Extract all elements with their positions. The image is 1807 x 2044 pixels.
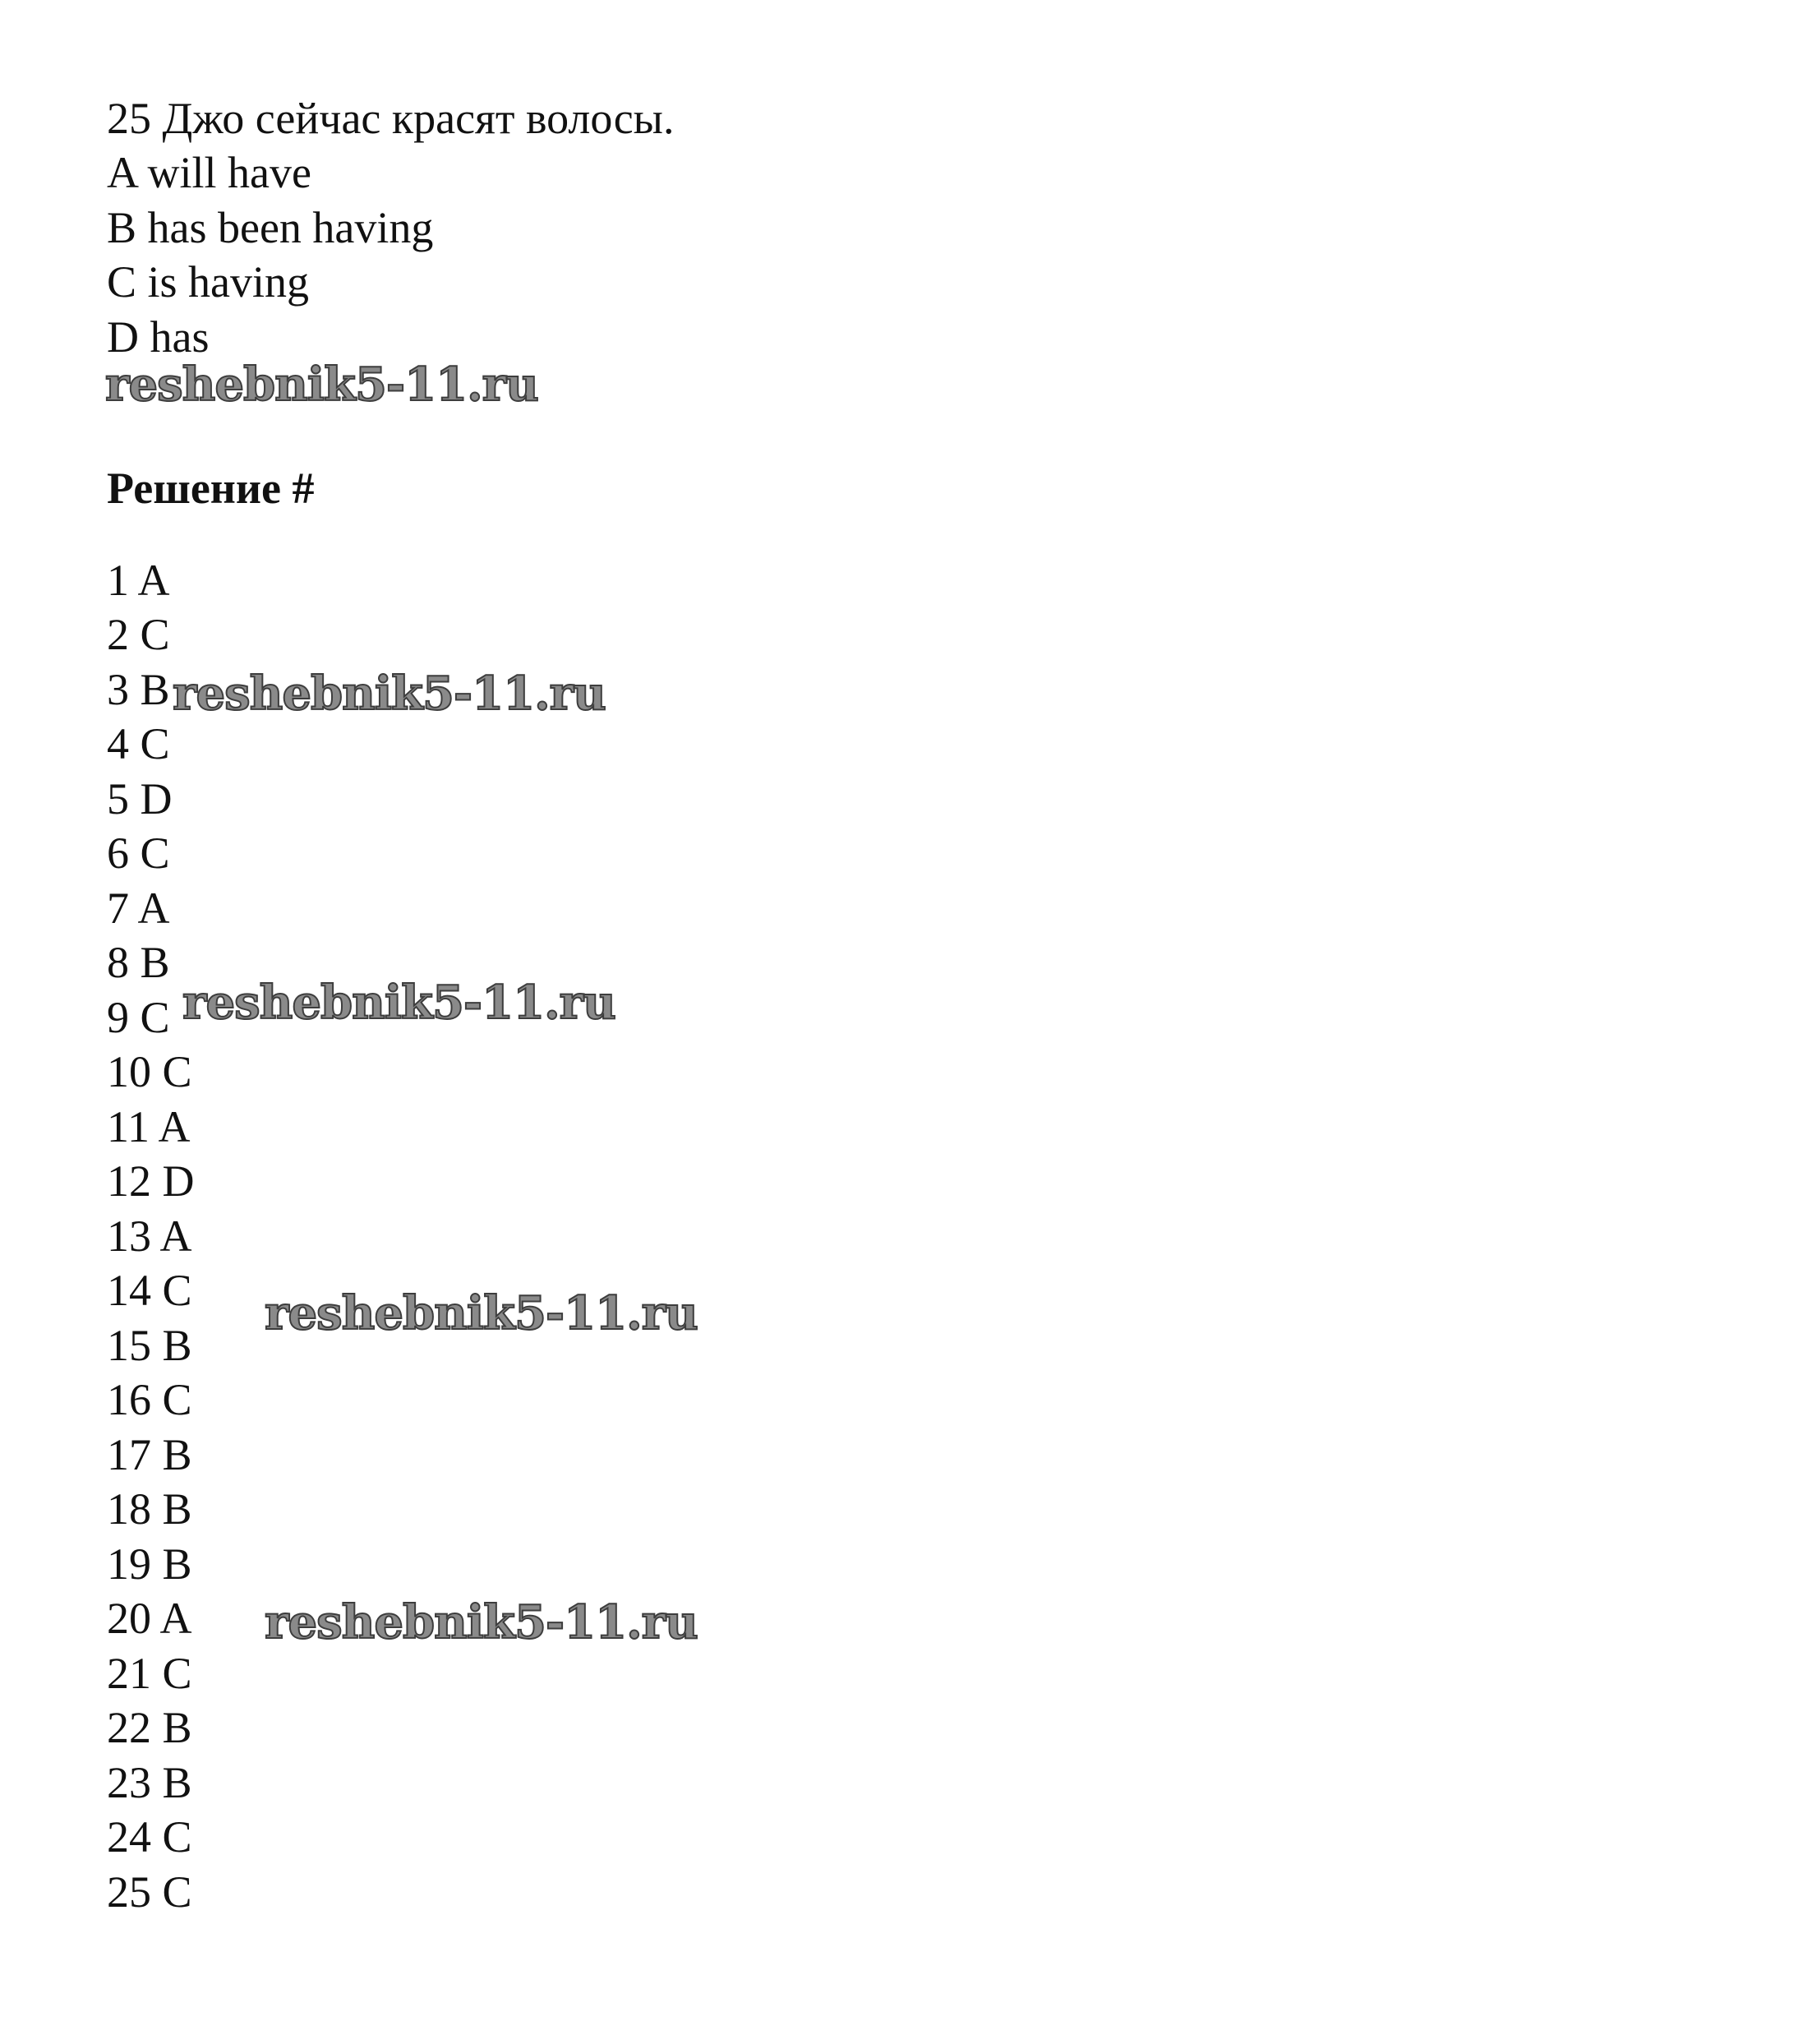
answer-item: 12 D xyxy=(107,1156,195,1206)
answer-item: 19 B xyxy=(107,1539,192,1589)
answer-item: 5 D xyxy=(107,774,173,824)
solution-heading: Решение # xyxy=(107,464,315,513)
watermark: reshebnik5-11.ru xyxy=(265,1595,698,1650)
option-c: C is having xyxy=(107,257,310,307)
answer-item: 7 A xyxy=(107,884,170,933)
answer-item: 18 B xyxy=(107,1484,192,1534)
answer-item: 17 B xyxy=(107,1430,192,1479)
answer-item: 15 B xyxy=(107,1321,192,1370)
watermark: reshebnik5-11.ru xyxy=(105,358,538,412)
answer-item: 21 C xyxy=(107,1649,192,1698)
answer-item: 24 C xyxy=(107,1812,192,1862)
option-a: A will have xyxy=(107,148,311,197)
question-prompt: 25 Джо сейчас красят волосы. xyxy=(107,94,675,143)
watermark: reshebnik5-11.ru xyxy=(182,976,615,1030)
answer-item: 3 B xyxy=(107,665,170,714)
answer-item: 4 C xyxy=(107,719,170,768)
answer-item: 10 C xyxy=(107,1047,192,1096)
answer-item: 2 C xyxy=(107,610,170,659)
answer-item: 11 A xyxy=(107,1102,191,1151)
answer-item: 22 B xyxy=(107,1703,192,1752)
answer-item: 25 C xyxy=(107,1867,192,1917)
option-d: D has xyxy=(107,312,210,362)
answer-item: 13 A xyxy=(107,1211,192,1261)
watermark: reshebnik5-11.ru xyxy=(265,1286,698,1340)
watermark: reshebnik5-11.ru xyxy=(173,667,606,721)
answer-item: 9 C xyxy=(107,993,170,1042)
answer-item: 23 B xyxy=(107,1758,192,1807)
answer-item: 14 C xyxy=(107,1266,192,1315)
answer-item: 1 A xyxy=(107,556,170,605)
answer-item: 6 C xyxy=(107,828,170,878)
answer-item: 20 A xyxy=(107,1594,192,1643)
option-b: B has been having xyxy=(107,203,434,252)
answer-item: 16 C xyxy=(107,1375,192,1424)
answer-item: 8 B xyxy=(107,938,170,987)
